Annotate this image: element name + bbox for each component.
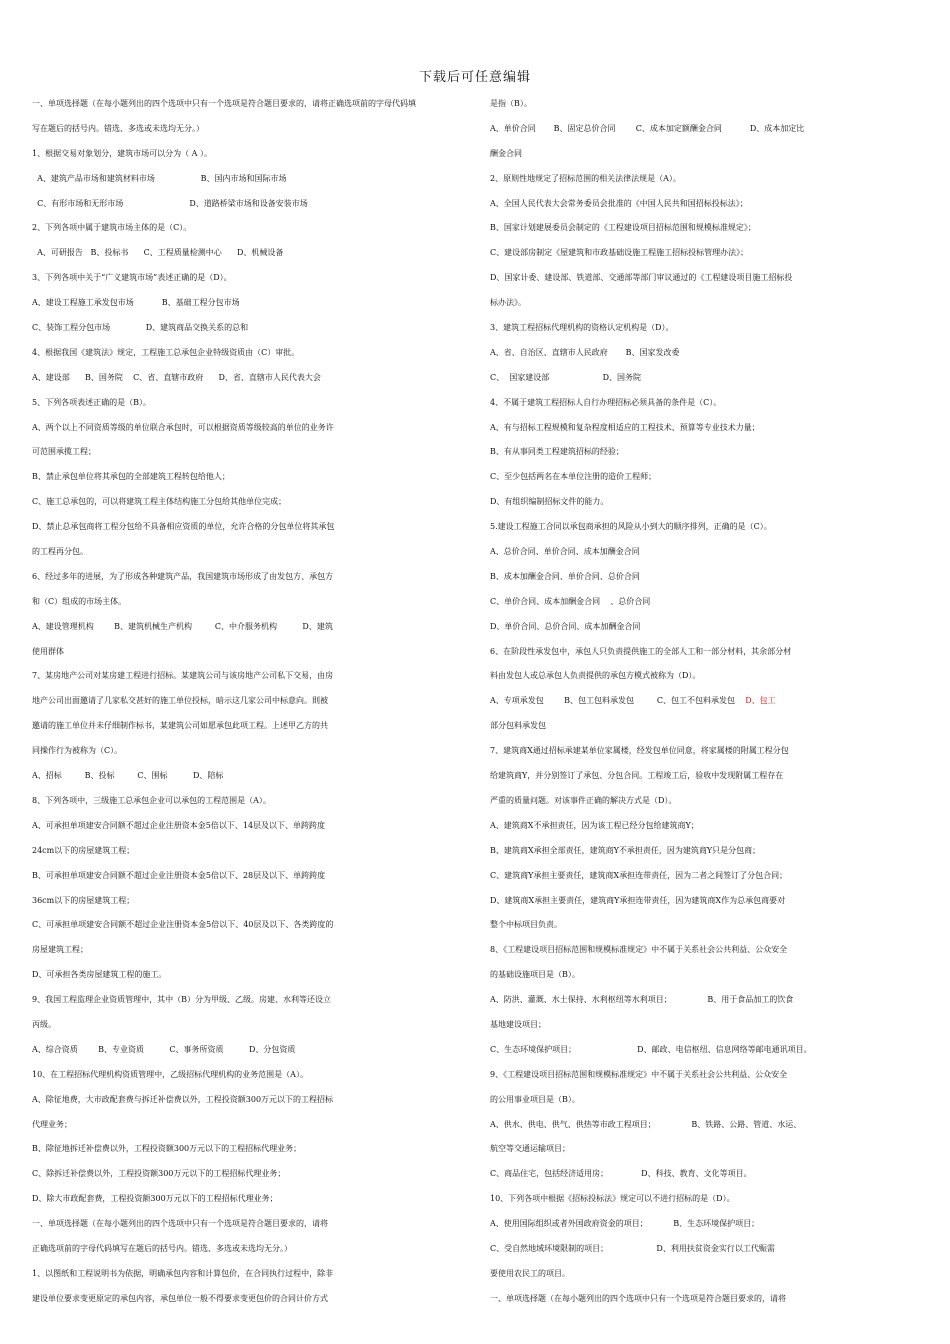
text-line: B、有从事同类工程建筑招标的经验； xyxy=(490,447,624,457)
page-title: 下载后可任意编辑 xyxy=(418,70,531,85)
right-column xyxy=(490,92,822,1312)
text-line: A、有与招标工程规模和复杂程度相适应的工程技术、预算等专业技术力量； xyxy=(490,422,760,432)
text-line: 10、在工程招标代理机构资质管理中，乙级招标代理机构的业务范围是（A）。 xyxy=(32,1069,308,1079)
text-line: 的工程再分包。 xyxy=(32,547,88,557)
text-line: A、总价合同、单价合同、成本加酬金合同 xyxy=(490,547,640,557)
text-line: 2、下列各项中属于建筑市场主体的是（C）。 xyxy=(32,223,192,233)
text-line: B、国家计划建展委员会制定的《工程建设项目招标范围和规模标准规定》； xyxy=(490,223,756,233)
text-line: A、防洪、灌溉、水土保持、水利枢纽等水利项目； B、用于食品加工的饮食 xyxy=(490,995,794,1005)
text-line: A、可承担单项建安合同额不超过企业注册资本金5倍以下、14层及以下、单跨跨度 xyxy=(32,820,326,830)
highlighted-answer: D、包工 xyxy=(745,696,776,706)
text-line: 要使用农民工的项目。 xyxy=(490,1268,570,1278)
text-line: 丙级。 xyxy=(32,1019,56,1029)
text-line: 是指（B）。 xyxy=(490,99,532,108)
text-line: 使用群体 xyxy=(32,646,64,656)
text-line: 整个中标项目负责。 xyxy=(490,920,562,930)
text-line: 代理业务； xyxy=(32,1119,72,1129)
text-line: A、除征地费，大市政配套费与拆迁补偿费以外，工程投资额300万元以下的工程招标 xyxy=(32,1094,334,1104)
text-line: 的基础设施项目是（B）。 xyxy=(490,970,580,980)
text-line: A、全国人民代表大会常务委员会批准的《中国人民共和国招标投标法》； xyxy=(490,198,748,208)
text-line: A、建设工程施工承发包市场 B、基础工程分包市场 xyxy=(32,298,240,308)
text-line: 正确选项前的字母代码填写在题后的括号内。错选、多选或未选均无分。） xyxy=(32,1243,292,1253)
text-line: 一、单项选择题（在每小题列出的四个选项中只有一个选项是符合题目要求的，请将 xyxy=(490,1293,786,1303)
text-line: A、综合资质 B、专业资质 C、事务所资质 D、分包资质 xyxy=(32,1044,296,1054)
text-line: 1、根据交易对象划分，建筑市场可以分为（ A ）。 xyxy=(32,148,212,158)
text-line: 36cm以下的房屋建筑工程； xyxy=(32,895,135,905)
text-line: A、单价合同 B、固定总价合同 C、成本加定额酬金合同 D、成本加定比 xyxy=(490,123,805,133)
left-column xyxy=(32,92,416,1312)
text-line: D、国家计委、建设部、铁道部、交通部等部门审议通过的《工程建设项目施工招标投 xyxy=(490,273,793,283)
text-line: A、建筑商X不承担责任，因为该工程已经分包给建筑商Y； xyxy=(490,820,699,830)
text-line: 8、《工程建设项目招标范围和规模标准规定》中不属于关系社会公共利益、公众安全 xyxy=(490,945,788,955)
text-line: D、禁止总承包商将工程分包给不具备相应资质的单位，允许合格的分包单位将其承包 xyxy=(32,522,335,532)
text-line: 5、下列各项表述正确的是（B）。 xyxy=(32,397,151,407)
text-line: A、建设部 B、国务院 C、省、直辖市政府 D、省、直辖市人民代表大会 xyxy=(32,372,321,382)
text-line: B、成本加酬金合同、单价合同、总价合同 xyxy=(490,571,640,581)
text-line: 写在题后的括号内。错选、多选或未选均无分。） xyxy=(32,123,204,133)
text-line: 料由发包人或总承包人负责提供的承包方模式被称为（D）。 xyxy=(490,671,701,681)
text-line: 严重的质量问题。对该事件正确的解决方式是（D）。 xyxy=(490,795,677,805)
text-line: 10、下列各项中根据《招标投标法》规定可以不进行招标的是（D）。 xyxy=(490,1194,735,1204)
text-line: 1、以图纸和工程说明书为依据，明确承包内容和计算包价，在合同执行过程中，除非 xyxy=(32,1268,334,1278)
text-line: B、可承担单项建安合同额不超过企业注册资本金5倍以下、28层及以下、单跨跨度 xyxy=(32,870,326,880)
text-line: 酬金合同 xyxy=(490,148,522,158)
text-line: A、省、自治区、直辖市人民政府 B、国家发改委 xyxy=(490,347,680,357)
text-line: C、商品住宅，包括经济适用房； D、科技、教育、文化等项目。 xyxy=(490,1169,752,1179)
text-line: C、除拆迁补偿费以外，工程投资额300万元以下的工程招标代理业务； xyxy=(32,1169,286,1179)
text-line: D、有组织编制招标文件的能力。 xyxy=(490,497,609,507)
text-line: 的公用事业项目是（B）。 xyxy=(490,1094,580,1104)
text-line: 6、经过多年的进展，为了形成各种建筑产品，我国建筑市场形成了由发包方、承包方 xyxy=(32,571,334,581)
text-line: 基地建设项目； xyxy=(490,1019,546,1029)
text-line-body: A、专项承发包 B、包工包料承发包 C、包工不包料承发包 xyxy=(490,696,736,706)
text-line: 地产公司出面邀请了几家私交甚好的施工单位投标，暗示这几家公司中标意向。則被 xyxy=(32,696,328,706)
text-line: 9、《工程建设项目招标范围和规模标准规定》中不属于关系社会公共利益、公众安全 xyxy=(490,1069,788,1079)
text-line: C、 国家建设部 D、国务院 xyxy=(490,372,642,382)
text-line: A、建设管理机构 B、建筑机械生产机构 C、中介服务机构 D、建筑 xyxy=(32,621,333,631)
text-line: A、可研报告 B、投标书 C、工程质量检测中心 D、机械设备 xyxy=(32,248,284,258)
text-line: C、受自然地域环境限制的项目； D、利用扶贫资金实行以工代赈需 xyxy=(490,1243,775,1253)
text-line: A、建筑产品市场和建筑材料市场 B、国内市场和国际市场 xyxy=(32,173,287,183)
text-line: 航空等交通运输项目； xyxy=(490,1144,570,1154)
text-line: A、使用国际组织或者外国政府资金的项目； B、生态环境保护项目； xyxy=(490,1219,760,1229)
text-line: 邀请的施工单位并未仔细制作标书，某建筑公司如愿承包此项工程。上述甲乙方的共 xyxy=(32,721,328,731)
text-line: 5.建设工程施工合同以承包商承担的风险从小到大的顺序排列，正确的是（C）。 xyxy=(490,522,772,532)
text-line: 部分包料承发包 xyxy=(490,721,546,731)
text-line: C、有形市场和无形市场 D、道路桥梁市场和设备安装市场 xyxy=(32,198,308,208)
text-line: 9、我国工程监理企业资质管理中，其中（B）分为甲级、乙级。房建、水利等还设立 xyxy=(32,995,331,1005)
text-line: 房屋建筑工程； xyxy=(32,945,88,955)
text-line: 一、单项选择题（在每小题列出的四个选项中只有一个选项是符合题目要求的，请将正确选项前的字母代码填 xyxy=(32,99,416,108)
text-line: C、单价合同、成本加酬金合同 、总价合同 xyxy=(490,596,651,606)
text-line: 2、原则性地规定了招标范围的相关法律法规是（A）。 xyxy=(490,173,681,183)
text-line: 标办法》。 xyxy=(490,298,526,308)
text-line: 7、某房地产公司对某房建工程进行招标。某建筑公司与该房地产公司私下交易，由房 xyxy=(32,671,334,681)
text-line: 8、下列各项中，三级施工总承包企业可以承包的工程范围是（A）。 xyxy=(32,795,271,805)
text-line: D、建筑商X承担主要责任，建筑商Y承担连带责任，因为建筑商X作为总承包商要对 xyxy=(490,895,786,905)
text-line: C、生态环境保护项目； D、邮政、电信枢纽、信息网络等邮电通讯项目。 xyxy=(490,1044,812,1054)
text-line: 给建筑商Y，并分别签订了承包、分包合同。工程竣工后，验收中发现附属工程存在 xyxy=(490,771,784,781)
text-line: 7、建筑商X通过招标承建某单位家属楼，经发包单位同意，将家属楼的附属工程分包 xyxy=(490,746,789,756)
text-line: C、建设部房制定《屋建筑和市政基础设施工程施工招标投标管理办法》； xyxy=(490,248,749,258)
text-line: 同操作行为被称为（C）。 xyxy=(32,746,123,756)
text-line: A、供水、供电、供气、供热等市政工程项目； B、铁路、公路、管道、水运、 xyxy=(490,1119,802,1129)
text-line: 可范围承揽工程； xyxy=(32,447,96,457)
text-line: D、单价合同、总价合同、成本加酬金合同 xyxy=(490,621,641,631)
text-line: A、两个以上不同资质等级的单位联合承包时，可以根据资质等级较高的单位的业务许 xyxy=(32,422,334,432)
text-line: 24cm以下的房屋建筑工程； xyxy=(32,845,135,855)
text-line: 4、根据我国《建筑法》规定，工程施工总承包企业特级资质由（C）审批。 xyxy=(32,347,300,357)
text-line: C、可承担单项建安合同额不超过企业注册资本金5倍以下、40层及以下、各类跨度的 xyxy=(32,920,334,930)
text-line: C、至少包括两名在本单位注册的造价工程师； xyxy=(490,472,657,482)
text-line: D、可承担各类房屋建筑工程的施工。 xyxy=(32,970,167,980)
text-line: 3、下列各项中关于“广义建筑市场”表述正确的是（D）。 xyxy=(32,273,232,283)
text-line: A、招标 B、投标 C、围标 D、陪标 xyxy=(32,771,224,781)
text-line: C、施工总承包的，可以将建筑工程主体结构施工分包给其他单位完成； xyxy=(32,497,287,507)
text-line xyxy=(490,689,822,714)
text-line: 一、单项选择题（在每小题列出的四个选项中只有一个选项是符合题目要求的，请将 xyxy=(32,1219,328,1229)
text-line: B、禁止承包单位将其承包的全部建筑工程转包给他人； xyxy=(32,472,230,482)
text-line: B、建筑商X承担全部责任，建筑商Y不承担责任，因为建筑商Y只是分包商； xyxy=(490,845,761,855)
text-line: 6、在阶段性承发包中，承包人只负责提供施工的全部人工和一部分材料，其余部分材 xyxy=(490,646,792,656)
text-line: C、建筑商Y承担主要责任，建筑商X承担连带责任，因为二者之间签订了分包合同； xyxy=(490,870,788,880)
text-line: D、除大市政配套费，工程投资额300万元以下的工程招标代理业务； xyxy=(32,1194,278,1204)
text-line: 4、不属于建筑工程招标人自行办理招标必须具备的条件是（C）。 xyxy=(490,397,722,407)
text-line: 3、建筑工程招标代理机构的资格认定机构是（D）。 xyxy=(490,323,674,333)
text-line: 和（C）组成的市场主体。 xyxy=(32,596,127,606)
text-line: C、装饰工程分包市场 D、建筑商品交换关系的总和 xyxy=(32,323,249,333)
text-line: B、除征地拆迁补偿费以外，工程投资额300万元以下的工程招标代理业务； xyxy=(32,1144,302,1154)
text-line: 建设单位要求变更原定的承包内容，承包单位一般不得要求变更包价的合同计价方式 xyxy=(32,1293,328,1303)
